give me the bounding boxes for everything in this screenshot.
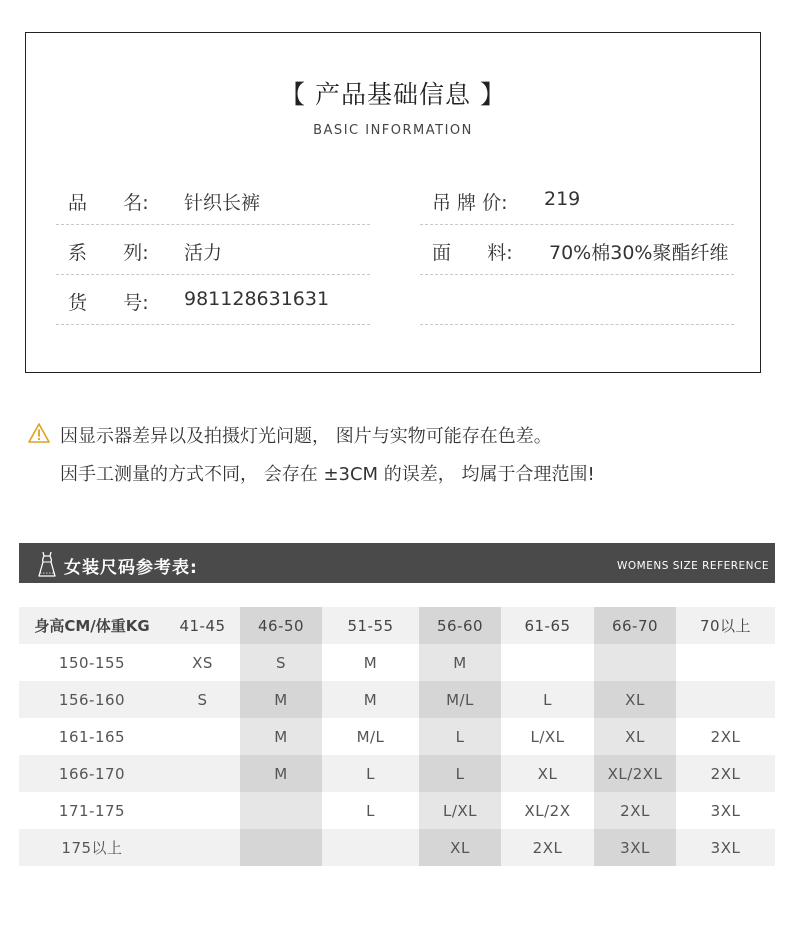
size-cell: M xyxy=(322,644,419,681)
table-row xyxy=(19,755,775,792)
weight-column-header: 61-65 xyxy=(501,607,594,644)
size-cell xyxy=(676,644,775,681)
field-value: 活力 xyxy=(184,242,223,264)
notice-line-1: 因显示器差异以及拍摄灯光问题， 图片与实物可能存在色差。 xyxy=(60,426,552,447)
size-cell: M/L xyxy=(322,718,419,755)
corner-label: 身高CM/体重KG xyxy=(19,607,165,644)
size-cell: XL/2XL xyxy=(594,755,676,792)
weight-column-header: 66-70 xyxy=(594,607,676,644)
field-label: 货 号: xyxy=(68,292,149,314)
field-name xyxy=(56,176,370,225)
dress-icon xyxy=(37,551,57,577)
size-cell: XL xyxy=(419,829,501,866)
warning-icon xyxy=(28,423,50,443)
height-cell: 156-160 xyxy=(19,681,165,718)
table-row xyxy=(19,681,775,718)
field-value: 981128631631 xyxy=(184,288,330,310)
size-cell xyxy=(501,644,594,681)
size-cell: L/XL xyxy=(501,718,594,755)
field-item-number xyxy=(56,276,370,325)
size-cell: XL xyxy=(594,718,676,755)
notice-line-2: 因手工测量的方式不同， 会存在 ±3CM 的误差， 均属于合理范围! xyxy=(60,464,595,485)
size-cell: L xyxy=(322,755,419,792)
field-tag-price xyxy=(420,176,734,225)
size-cell xyxy=(676,681,775,718)
table-row xyxy=(19,718,775,755)
size-cell xyxy=(165,792,240,829)
size-cell: 2XL xyxy=(501,829,594,866)
size-chart-banner xyxy=(19,543,775,583)
size-cell: 3XL xyxy=(594,829,676,866)
field-label: 吊 牌 价: xyxy=(432,192,508,214)
field-series xyxy=(56,226,370,275)
size-cell: 3XL xyxy=(676,792,775,829)
height-cell: 150-155 xyxy=(19,644,165,681)
field-label: 系 列: xyxy=(68,242,149,264)
size-cell xyxy=(240,792,322,829)
size-cell: L xyxy=(501,681,594,718)
size-cell: 2XL xyxy=(594,792,676,829)
field-empty xyxy=(420,276,734,325)
height-cell: 166-170 xyxy=(19,755,165,792)
size-table xyxy=(19,607,775,866)
size-cell: XL xyxy=(501,755,594,792)
size-cell: M xyxy=(240,681,322,718)
size-cell: XL/2X xyxy=(501,792,594,829)
weight-column-header: 70以上 xyxy=(676,607,775,644)
size-cell xyxy=(594,644,676,681)
height-cell: 171-175 xyxy=(19,792,165,829)
size-cell xyxy=(165,718,240,755)
height-cell: 175以上 xyxy=(19,829,165,866)
size-cell: M xyxy=(240,755,322,792)
table-row xyxy=(19,829,775,866)
size-cell xyxy=(322,829,419,866)
weight-column-header: 56-60 xyxy=(419,607,501,644)
field-label: 面 料: xyxy=(432,242,513,264)
weight-column-header: 51-55 xyxy=(322,607,419,644)
size-cell xyxy=(240,829,322,866)
size-cell: XS xyxy=(165,644,240,681)
field-label: 品 名: xyxy=(68,192,149,214)
size-cell: M xyxy=(240,718,322,755)
height-cell: 161-165 xyxy=(19,718,165,755)
size-cell: S xyxy=(240,644,322,681)
weight-column-header: 41-45 xyxy=(165,607,240,644)
table-row xyxy=(19,792,775,829)
size-chart-title-en: WOMENS SIZE REFERENCE xyxy=(617,560,769,572)
size-chart-title: 女装尺码参考表: xyxy=(64,558,198,578)
weight-column-header: 46-50 xyxy=(240,607,322,644)
size-cell xyxy=(165,829,240,866)
size-cell: XL xyxy=(594,681,676,718)
size-cell: S xyxy=(165,681,240,718)
field-value: 针织长裤 xyxy=(184,192,261,214)
size-cell: L xyxy=(419,718,501,755)
table-row xyxy=(19,644,775,681)
size-cell: L/XL xyxy=(419,792,501,829)
size-cell: M xyxy=(322,681,419,718)
info-title: 【 产品基础信息 】 xyxy=(280,80,506,109)
info-subtitle: BASIC INFORMATION xyxy=(313,123,473,138)
table-header-row xyxy=(19,607,775,644)
field-value: 70%棉30%聚酯纤维 xyxy=(549,242,729,264)
field-value: 219 xyxy=(544,188,581,210)
field-fabric xyxy=(420,226,734,275)
basic-info-panel xyxy=(25,32,761,373)
size-cell: L xyxy=(419,755,501,792)
size-cell: 3XL xyxy=(676,829,775,866)
size-cell: 2XL xyxy=(676,718,775,755)
size-cell xyxy=(165,755,240,792)
size-cell: M/L xyxy=(419,681,501,718)
size-cell: 2XL xyxy=(676,755,775,792)
size-cell: M xyxy=(419,644,501,681)
size-cell: L xyxy=(322,792,419,829)
